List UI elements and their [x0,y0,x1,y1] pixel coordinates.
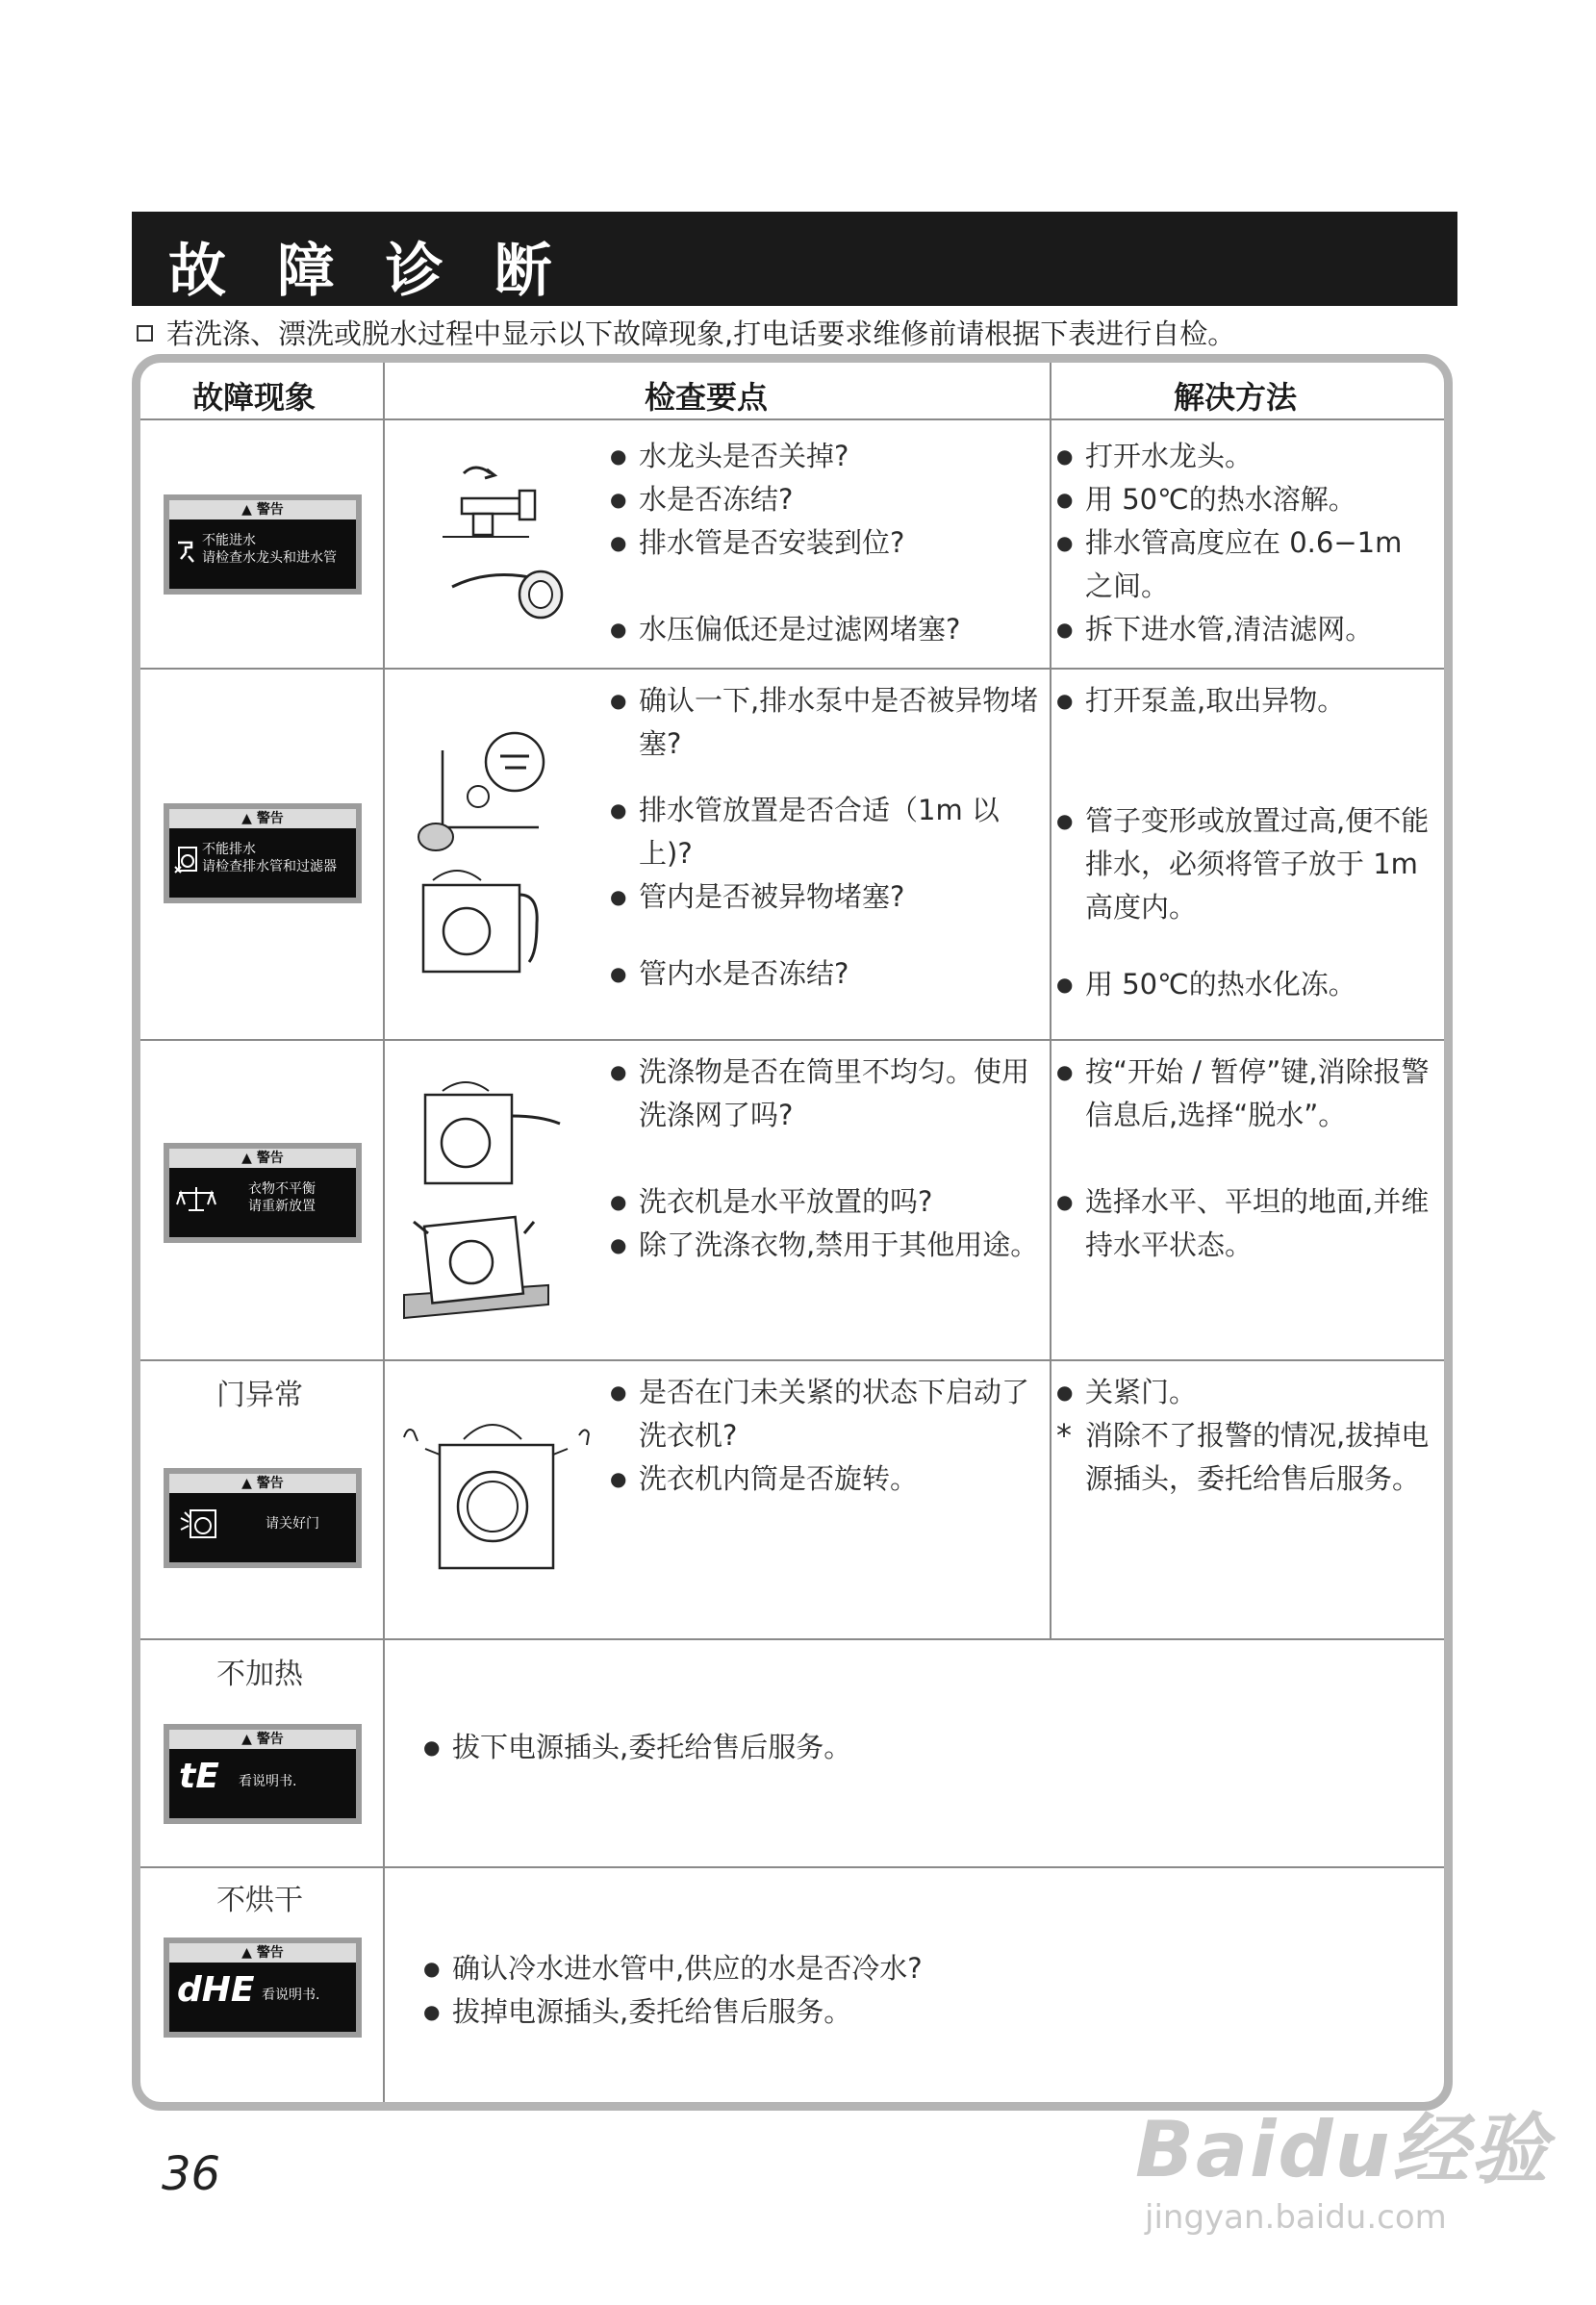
warning-header: ▲ 警告 [169,1149,356,1168]
row-label: 不加热 [216,1658,303,1691]
row-divider [140,1638,1444,1640]
checks-row-4 [610,1371,1039,1501]
header-symptom: 故障现象 [192,379,317,416]
check-item: ● 洗衣机是水平放置的吗? [610,1180,1039,1224]
check-item: ● 水龙头是否关掉? [610,435,1033,478]
solution-item: ● 打开水龙头。 [1056,435,1431,478]
solution-note: * 消除不了报警的情况,拔掉电源插头，委托给售后服务。 [1056,1414,1431,1501]
column-divider [1050,363,1051,1638]
check-item: ● 管内水是否冻结? [610,952,1039,996]
door-washer-icon [179,1508,221,1539]
panel-line-1: 看说明书. [239,1774,297,1789]
solutions-row-1 [1056,435,1431,651]
warning-panel [164,1938,362,2038]
watermark-logo: Baidu经验 [1135,2105,1550,2194]
panel-line-2: 请重新放置 [248,1199,316,1214]
solution-item: ● 选择水平、平坦的地面,并维持水平状态。 [1056,1180,1431,1267]
panel-line-2: 请检查排水管和过滤器 [202,859,337,874]
row-label: 门异常 [216,1379,303,1412]
check-item: ● 是否在门未关紧的状态下启动了洗衣机? [610,1371,1039,1457]
checks-row-6 [423,1947,1385,2034]
unbalanced-load-illustration [404,1077,563,1323]
solutions-row-2 [1056,679,1431,1006]
title-bar [132,212,1457,306]
check-item: ● 排水管是否安装到位? [610,521,1033,565]
solution-item: ● 按“开始 / 暂停”键,消除报警信息后,选择“脱水”。 [1056,1051,1431,1137]
intro-label: 若洗涤、漂洗或脱水过程中显示以下故障现象,打电话要求维修前请根据下表进行自检。 [166,317,1236,350]
page-title: 故 障 诊 断 [168,238,568,305]
panel-line-1: 不能排水 [202,842,256,857]
solution-item: ● 拆下进水管,清洁滤网。 [1056,608,1431,651]
panel-line-1: 衣物不平衡 [248,1181,316,1197]
check-item: ● 确认冷水进水管中,供应的水是否冷水? [423,1947,1385,1990]
checkbox-bullet-icon [137,325,153,342]
warning-panel [164,1724,362,1824]
faucet-hose-illustration [423,452,568,645]
check-item: ● 管内是否被异物堵塞? [610,875,1039,919]
solutions-row-3 [1056,1051,1431,1267]
warning-header: ▲ 警告 [169,809,356,828]
row-label: 不烘干 [216,1884,303,1917]
drain-pump-illustration [409,722,553,981]
solution-item: ● 用 50℃的热水化冻。 [1056,963,1431,1006]
warning-header: ▲ 警告 [169,1474,356,1493]
error-code: dHE [177,1970,255,2010]
intro-text [137,313,1235,352]
check-item: ● 确认一下,排水泵中是否被异物堵塞? [610,679,1039,766]
warning-header: ▲ 警告 [169,1730,356,1749]
panel-line-2: 请检查水龙头和进水管 [202,550,337,566]
check-item: ● 拔掉电源插头,委托给售后服务。 [423,1990,1385,2034]
panel-line-1: 请关好门 [266,1516,319,1532]
warning-header: ▲ 警告 [169,500,356,519]
check-item: ● 洗衣机内筒是否旋转。 [610,1457,1039,1501]
check-item: ● 排水管放置是否合适（1m 以上)? [610,789,1039,875]
watermark-url: jingyan.baidu.com [1145,2198,1447,2237]
check-item: ● 水压偏低还是过滤网堵塞? [610,608,1033,651]
checks-row-2 [610,679,1039,996]
warning-header: ▲ 警告 [169,1943,356,1963]
page-number: 36 [162,2147,221,2201]
check-item: ● 拔下电源插头,委托给售后服务。 [423,1726,1385,1769]
row-divider [140,1039,1444,1041]
check-item: ● 水是否冻结? [610,478,1033,521]
check-item: ● 除了洗涤衣物,禁用于其他用途。 [610,1224,1039,1267]
solution-item: ● 打开泵盖,取出异物。 [1056,679,1431,722]
row-divider [140,668,1444,670]
solution-item: ● 管子变形或放置过高,便不能排水，必须将管子放于 1m 高度内。 [1056,799,1431,929]
warning-panel [164,1468,362,1568]
warning-panel [164,1143,362,1243]
balance-scale-icon [175,1185,217,1214]
door-open-illustration [396,1410,594,1574]
check-item: ● 洗涤物是否在筒里不均匀。使用洗涤网了吗? [610,1051,1039,1137]
solutions-row-4 [1056,1371,1431,1501]
header-divider [140,418,1444,420]
row-divider [140,1866,1444,1868]
watermark [1135,2088,1550,2237]
solution-item: ● 关紧门。 [1056,1371,1431,1414]
warning-panel [164,803,362,903]
checks-row-1 [610,435,1033,651]
solution-item: ● 用 50℃的热水溶解。 [1056,478,1431,521]
faucet-icon [175,537,196,566]
solution-item: ● 排水管高度应在 0.6−1m 之间。 [1056,521,1431,608]
checks-row-3 [610,1051,1039,1267]
column-divider [383,363,385,2102]
washer-drain-icon [173,846,198,874]
header-checkpoints: 检查要点 [645,379,769,416]
panel-line-1: 看说明书. [262,1988,320,2003]
header-solutions: 解决方法 [1174,379,1298,416]
warning-panel [164,494,362,595]
row-divider [140,1359,1444,1361]
error-code: tE [179,1757,219,1796]
panel-line-1: 不能进水 [202,533,256,548]
checks-row-5 [423,1726,1385,1769]
